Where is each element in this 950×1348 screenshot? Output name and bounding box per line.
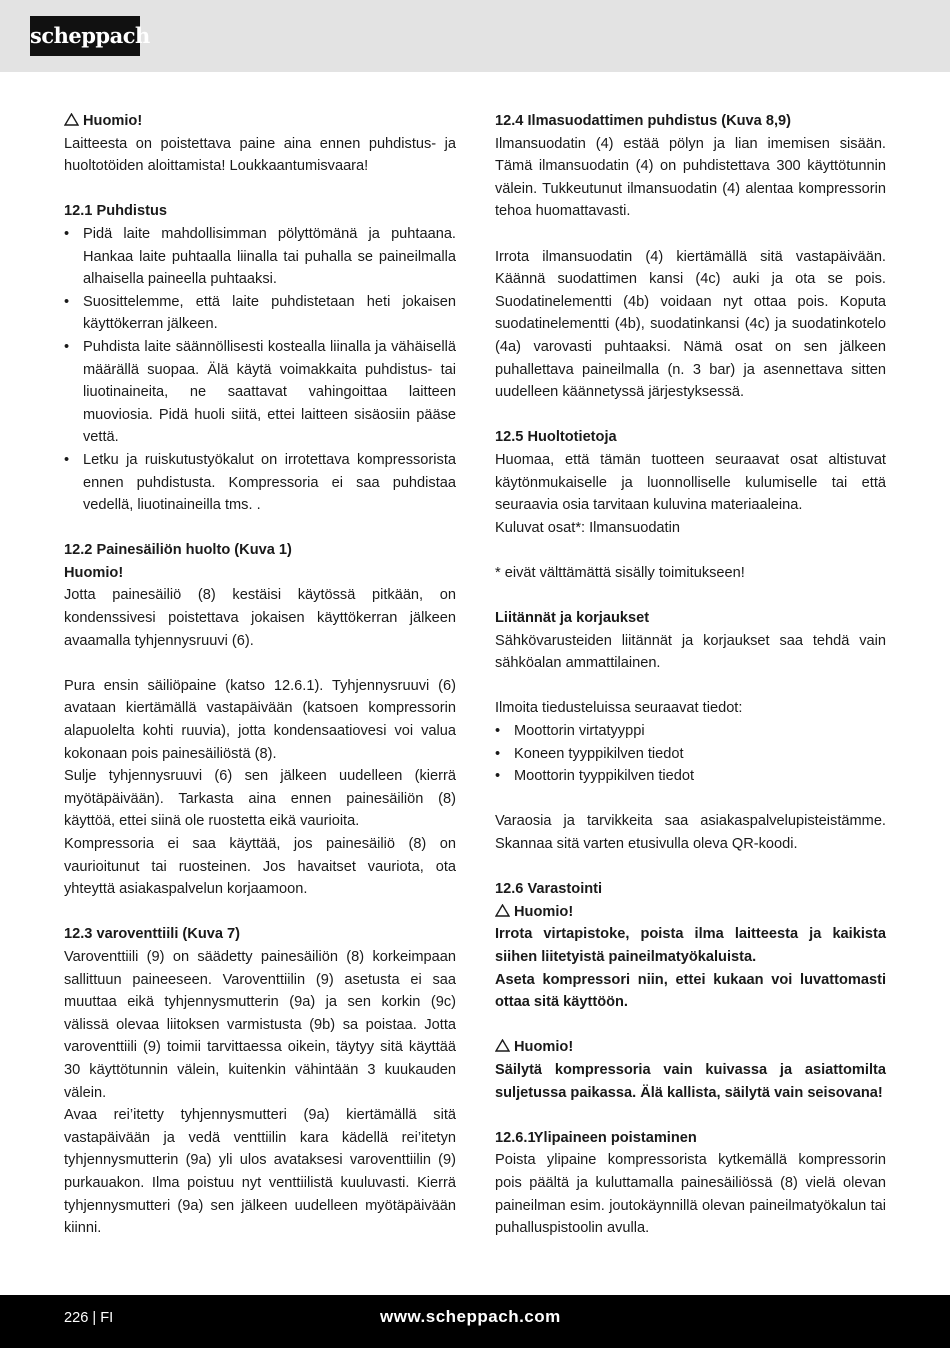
connections-title: Liitännät ja korjaukset (495, 610, 650, 627)
list-item: • Moottorin tyyppikilven tiedot (495, 765, 886, 788)
section-12-6-1-title: 12.6.1 Ylipaineen poistaminen (495, 1129, 697, 1146)
paragraph: Sähkövarusteiden liitännät ja korjaukset saa tehdä vain sähköalan ammattilainen. (495, 632, 886, 672)
list-item: • Puhdista laite säännöllisesti kostealla liinalla ja vähäisellä määrällä suopaa. Älä käytä voimakkaita puhdistus- tai liuotinaineita, ne saattavat vahingoittaa laitteen muoviosia. Pidä huoli siitä, ettei laitteen sisäosiin pääse vettä. (64, 336, 456, 449)
left-column (64, 110, 456, 1240)
section-12-2-title: 12.2 Painesäiliön huolto (Kuva 1) (64, 542, 292, 559)
warning-triangle-icon (495, 904, 510, 917)
warning-text: Laitteesta on poistettava paine aina ennen puhdistus- ja huoltotöiden aloittamista! Loukkaantumisvaara! (64, 135, 456, 175)
paragraph: Pura ensin säiliöpaine (katso 12.6.1). Tyhjennysruuvi (6) avataan kiertämällä vastapäivään (katsoen kompressorin alapuolelta kohti ruuvia), jotta kondensaatiovesi voi valua kokonaan pois painesäiliöstä (8). (64, 677, 456, 762)
list-item: • Pidä laite mahdollisimman pölyttömänä ja puhtaana. Hankaa laite puhtaalla liinalla tai puhalla se paineilmalla alhaisella paineella puhtaaksi. (64, 223, 456, 291)
paragraph: Irrota ilmansuodatin (4) kiertämällä sitä vastapäivään. Käännä suodattimen kansi (4c) auki ja ota se pois. Suodatinelementti (4b) voidaan nyt ottaa pois. Koputa suodatinelementti (4b), suodatinkansi (4c) ja suodatinkotelo (4a) varovasti puhtaaksi. Nämä osat on sen jälkeen puhallettava paineilmalla (n. 3 bar) ja asennettava sitten uudelleen käännetyssä järjestyksessä. (495, 248, 886, 401)
warning-triangle-icon (64, 113, 79, 126)
website-url: www.scheppach.com (380, 1307, 561, 1326)
page-number: 226 | FI (64, 1310, 114, 1326)
list-item: • Koneen tyyppikilven tiedot (495, 743, 886, 766)
info-bullet-list (495, 720, 886, 788)
warning-heading: Huomio! (495, 901, 886, 924)
warning-triangle-icon (495, 1039, 510, 1052)
warning-text: Säilytä kompressoria vain kuivassa ja asiattomilta suljetussa paikassa. Älä kallista, säilytä vain seisovana! (495, 1061, 886, 1101)
list-item: • Letku ja ruiskutustyökalut on irrotettava kompressorista ennen puhdistusta. Kompressoria ei saa puhdistaa vedellä, liuotinaineilla tms. . (64, 449, 456, 517)
section-12-1-title: 12.1 Puhdistus (64, 203, 167, 220)
paragraph: Varoventtiili (9) on säädetty painesäiliön (8) korkeimpaan sallittuun paineeseen. Varoventtiilin (9) asetusta ei saa muuttaa eikä tyhjennysmutterin (9a) ja sen korkin (9c) välissä olevaa liitoksen varmistusta (9b) sa poistaa. Jotta varoventtiili (9) toimii tarvittaessa oikein, täytyy sitä käyttää 30 käyttötunnin välein, kuitenkin vähintään 3 kuukauden välein. (64, 948, 456, 1101)
paragraph: Poista ylipaine kompressorista kytkemällä kompressorin pois päältä ja kuluttamalla painesäiliössä (8) vielä olevan paineilman esim. joutokäynnillä olevan paineilmatyökalun tai puhalluspistoolin avulla. (495, 1152, 886, 1237)
section-12-4-title: 12.4 Ilmasuodattimen puhdistus (Kuva 8,9) (495, 113, 791, 129)
section-12-5-title: 12.5 Huoltotietoja (495, 429, 617, 446)
warning-text: Irrota virtapistoke, poista ilma laitteesta ja kaikista siihen liitetyistä paineilmatyökaluista. (495, 926, 886, 965)
cleaning-bullet-list (64, 223, 456, 517)
right-column (495, 110, 886, 1240)
paragraph: Jotta painesäiliö (8) kestäisi käytössä pitkään, on kondenssivesi poistettava jokaisen käyttökerran jälkeen avaamalla tyhjennysruuvi (6). (64, 587, 456, 649)
section-12-6-title: 12.6 Varastointi (495, 881, 603, 898)
paragraph: Ilmansuodatin (4) estää pölyn ja lian imemisen sisään. Tämä ilmansuodatin (4) on puhdistettava 300 käyttötunnin välein. Tukkeutunut ilmansuodatin (4) alentaa kompressorin tehoa huomattavasti. (495, 135, 886, 220)
header-band (0, 0, 950, 72)
scheppach-logo: scheppach (30, 16, 140, 56)
paragraph: Sulje tyhjennysruuvi (6) sen jälkeen uudelleen (kierrä myötäpäivään). Tarkasta aina ennen painesäiliön (8) käyttöä, ettei siinä ole ruostetta eikä vaurioita. (64, 768, 456, 830)
paragraph: Varaosia ja tarvikkeita saa asiakaspalvelupisteistämme. Skannaa sitä varten etusivulla oleva QR-koodi. (495, 813, 886, 852)
paragraph: Ilmoita tiedusteluissa seuraavat tiedot: (495, 700, 743, 717)
warning-heading: Huomio! (64, 110, 456, 133)
list-item: • Moottorin virtatyyppi (495, 720, 886, 743)
paragraph: Huomaa, että tämän tuotteen seuraavat osat altistuvat käytönmukaiselle ja luonnolliselle kulumiselle tai että seuraavia osia tarvitaan kuluvina materiaaleina. (495, 451, 886, 514)
paragraph: Avaa rei’itetty tyhjennysmutteri (9a) kiertämällä sitä vastapäivään ja vedä venttiilin kara kädellä rei’itetyn tyhjennysmutterin (9a) yli ulos avataksesi varoventtiilin (9) purkauakon. Ilma poistuu nyt venttiilistä kuuluvasti. Kierrä tyhjennysmutteri (9a) sen jälkeen uudelleen myötäpäivään kiinni. (64, 1107, 456, 1237)
paragraph: Kompressoria ei saa käyttää, jos painesäiliö (8) on vaurioitunut tai ruosteinen. Jos havaitset vauriota, ota yhteyttä asiakaspalvelun korjaamoon. (64, 836, 456, 898)
warning-text: Aseta kompressori niin, ettei kukaan voi luvattomasti ottaa sitä käyttöön. (495, 971, 886, 1011)
footnote: * eivät välttämättä sisälly toimitukseen! (495, 564, 745, 581)
section-12-2-note: Huomio! (64, 564, 124, 581)
list-item: • Suosittelemme, että laite puhdistetaan heti jokaisen käyttökerran jälkeen. (64, 291, 456, 336)
paragraph: Kuluvat osat*: Ilmansuodatin (495, 519, 680, 536)
warning-heading: Huomio! (495, 1036, 886, 1059)
section-12-3-title: 12.3 varoventtiili (Kuva 7) (64, 926, 241, 943)
footer-bar (0, 1295, 950, 1348)
